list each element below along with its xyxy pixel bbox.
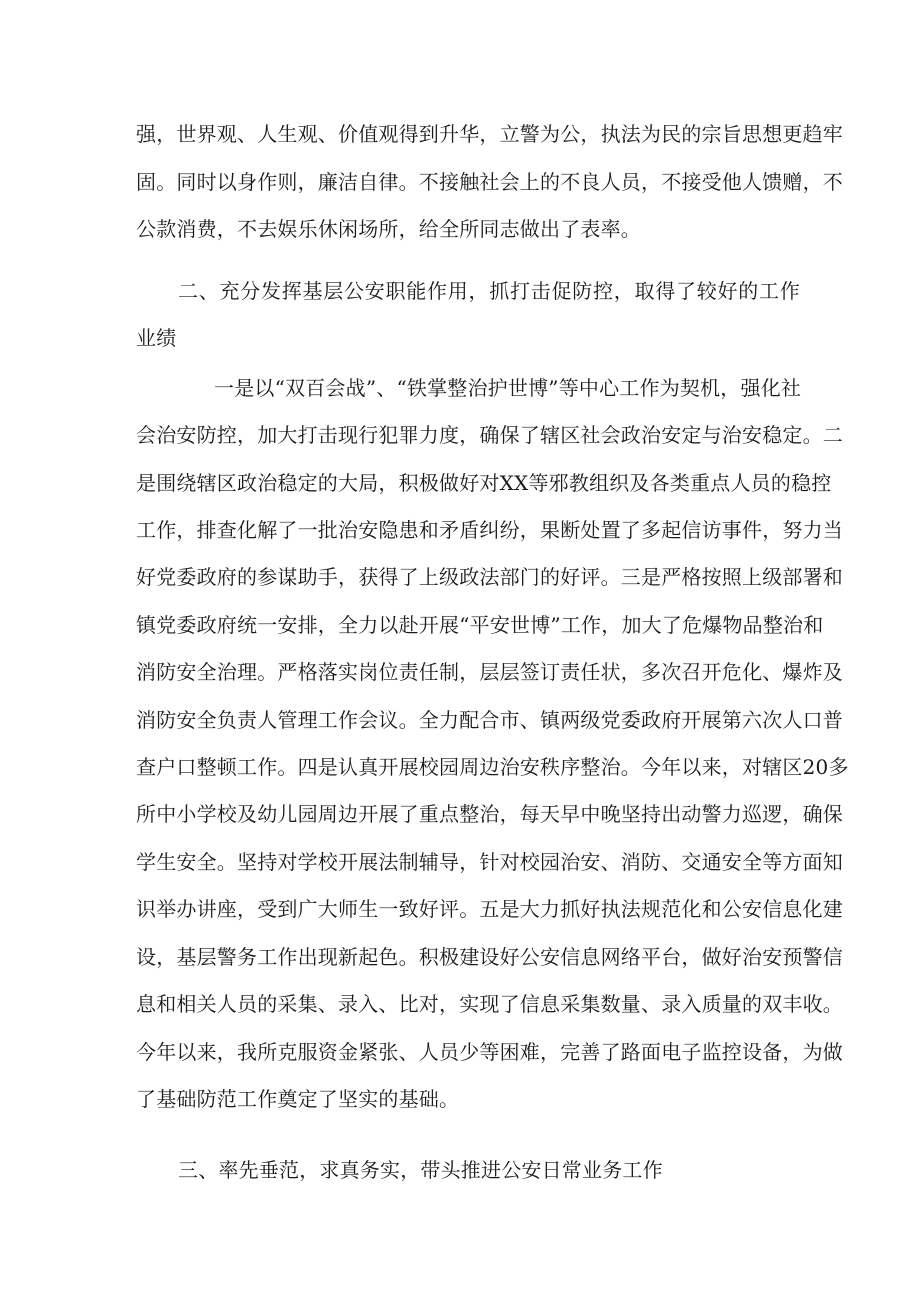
text-line: 消防安全负责人管理工作会议。全力配合市、镇两级党委政府开展第六次人口普 — [136, 708, 843, 732]
text-line: 了基础防范工作奠定了坚实的基础。 — [136, 1087, 460, 1111]
text-line: 查户口整顿工作。四是认真开展校园周边治安秩序整治。今年以来，对辖区20多 — [136, 755, 849, 779]
heading-line: 三、率先垂范，求真务实，带头推进公安日常业务工作 — [178, 1158, 663, 1182]
text-line: 一是以“双百会战”、“铁掌整治护世博”等中心工作为契机，强化社 — [214, 376, 802, 400]
text-line: 识举办讲座，受到广大师生一致好评。五是大力抓好执法规范化和公安信息化建 — [136, 897, 843, 921]
text-line: 公款消费，不去娱乐休闲场所，给全所同志做出了表率。 — [136, 217, 641, 241]
text-line: 工作，排查化解了一批治安隐患和矛盾纠纷，果断处置了多起信访事件，努力当 — [136, 518, 843, 542]
text-line: 强，世界观、人生观、价值观得到升华，立警为公，执法为民的宗旨思想更趋牢 — [136, 122, 843, 146]
text-line: 学生安全。坚持对学校开展法制辅导，针对校园治安、消防、交通安全等方面知 — [136, 850, 843, 874]
text-line: 所中小学校及幼儿园周边开展了重点整治，每天早中晚坚持出动警力巡逻，确保 — [136, 802, 843, 826]
text-line: 消防安全治理。严格落实岗位责任制，层层签订责任状，多次召开危化、爆炸及 — [136, 660, 843, 684]
text-line: 息和相关人员的采集、录入、比对，实现了信息采集数量、录入质量的双丰收。 — [136, 992, 843, 1016]
text-line: 会治安防控，加大打击现行犯罪力度，确保了辖区社会政治安定与治安稳定。二 — [136, 423, 843, 447]
heading-line: 业绩 — [136, 326, 177, 350]
heading-line: 二、充分发挥基层公安职能作用，抓打击促防控，取得了较好的工作 — [178, 279, 800, 303]
text-line: 今年以来，我所克服资金紧张、人员少等困难，完善了路面电子监控设备，为做 — [136, 1040, 843, 1064]
text-line: 镇党委政府统一安排，全力以赴开展“平安世博”工作，加大了危爆物品整治和 — [136, 613, 824, 637]
text-line: 是围绕辖区政治稳定的大局，积极做好对XX等邪教组织及各类重点人员的稳控 — [136, 471, 832, 495]
text-line: 好党委政府的参谋助手，获得了上级政法部门的好评。三是严格按照上级部署和 — [136, 565, 843, 589]
text-line: 固。同时以身作则，廉洁自律。不接触社会上的不良人员，不接受他人馈赠，不 — [136, 170, 843, 194]
text-line: 设，基层警务工作出现新起色。积极建设好公安信息网络平台，做好治安预警信 — [136, 945, 843, 969]
